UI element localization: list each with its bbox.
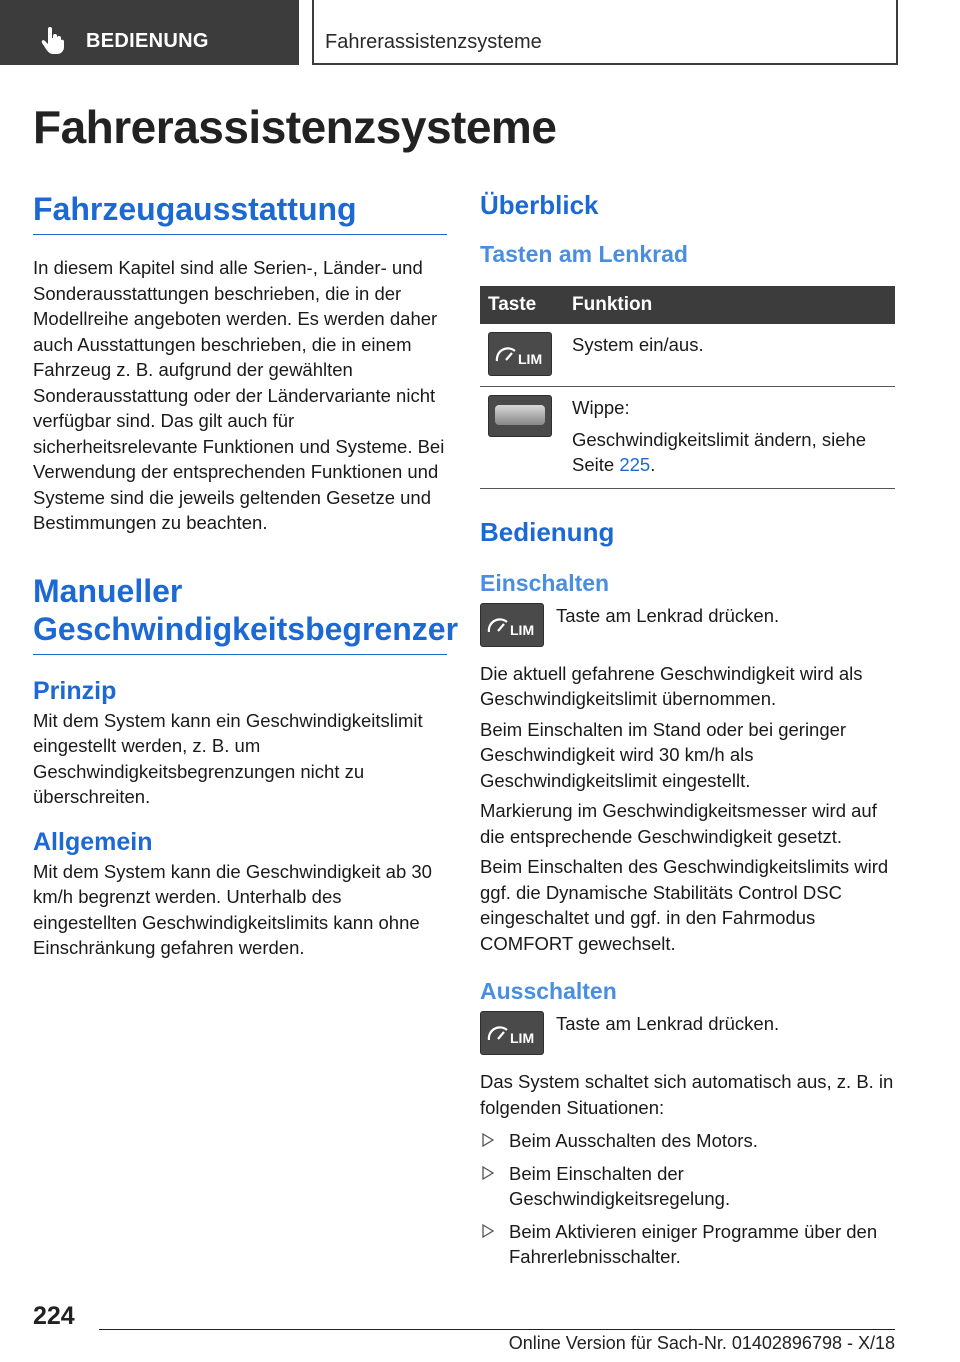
lim-button-icon	[480, 603, 544, 647]
heading-prinzip: Prinzip	[33, 676, 117, 705]
table-cell-function: System ein/aus.	[564, 324, 895, 387]
lim-button-icon	[488, 332, 552, 376]
heading-fahrzeugausstattung: Fahrzeugausstattung	[33, 190, 447, 235]
header-chapter-label: Fahrerassistenzsysteme	[325, 31, 542, 53]
heading-einschalten: Einschalten	[480, 569, 610, 596]
rocker-switch-icon	[488, 395, 552, 437]
triangle-bullet-icon	[482, 1166, 494, 1180]
table-header-funktion: Funktion	[564, 286, 895, 324]
buttons-table	[480, 286, 895, 489]
ausschalten-list	[480, 1128, 895, 1270]
svg-text:LIM: LIM	[510, 621, 535, 638]
page-number: 224	[33, 1302, 75, 1330]
svg-text:LIM: LIM	[518, 351, 543, 367]
prinzip-text: Mit dem System kann ein Geschwindigkeitslimit eingestellt werden, z. B. um Geschwindigkeitsbegrenzungen nicht zu überschreiten.	[33, 709, 423, 807]
left-column	[33, 190, 459, 961]
table-row: Wippe: Geschwindigkeitslimit ändern, siehe Seite 225.	[480, 387, 895, 489]
header-section-tab	[0, 0, 299, 65]
triangle-bullet-icon	[482, 1224, 494, 1238]
heading-bedienung: Bedienung	[480, 516, 615, 547]
einschalten-text-4: Beim Einschalten des Geschwindigkeitslimits wird ggf. die Dynamische Stabilitäts Control DSC eingeschaltet und ggf. in den Fahrmodus COMFORT gewechselt.	[480, 856, 889, 954]
page-title: Fahrerassistenzsysteme	[33, 101, 557, 153]
heading-ausschalten: Ausschalten	[480, 978, 617, 1004]
header-section-label: BEDIENUNG	[86, 30, 209, 52]
heading-tasten-am-lenkrad: Tasten am Lenkrad	[480, 241, 688, 267]
heading-allgemein: Allgemein	[33, 827, 153, 856]
heading-ueberblick: Überblick	[480, 190, 599, 220]
hand-pointer-icon	[41, 27, 65, 55]
svg-text:LIM: LIM	[510, 1030, 535, 1046]
footer-divider	[99, 1329, 895, 1330]
rocker-label: Wippe:	[572, 397, 630, 418]
footer-text: Online Version für Sach-Nr. 01402896798 - X/18	[508, 1333, 895, 1353]
allgemein-text: Mit dem System kann die Geschwindigkeit ab 30 km/h begrenzt werden. Unterhalb des eingestellten Geschwindigkeitslimits kann ohne Einschränkung gefahren werden.	[33, 860, 432, 958]
einschalten-action: Taste am Lenkrad drücken.	[556, 604, 780, 626]
table-header-row	[480, 286, 895, 324]
einschalten-text-1: Die aktuell gefahrene Geschwindigkeit wird als Geschwindigkeitslimit übernommen.	[480, 662, 863, 709]
list-item: Beim Einschalten der Geschwindigkeitsregelung.	[480, 1161, 895, 1212]
einschalten-text-2: Beim Einschalten im Stand oder bei geringer Geschwindigkeit wird 30 km/h als Geschwindigkeitslimit eingestellt.	[480, 718, 847, 791]
rocker-description: Geschwindigkeitslimit ändern, siehe Seite	[572, 428, 867, 475]
fahrzeugausstattung-text: In diesem Kapitel sind alle Serien-, Länder- und Sonderausstattungen beschrieben, die in der Modellreihe angeboten werden. Es werden daher auch Ausstattungen beschrieben, die in einem Fahrzeug z. B. aufgrund der gewählten Sonderausstattung oder der Ländervariante nicht verfügbar sind. Das gilt auch für sicherheitsrelevante Funktionen und Systeme. Bei Verwendung der entsprechenden Funktionen und Systeme sind die jeweils geltenden Gesetze und Bestimmungen zu beachten.	[33, 257, 445, 533]
ausschalten-action: Taste am Lenkrad drücken.	[556, 1013, 780, 1034]
page-link-225[interactable]: 225	[619, 454, 651, 475]
table-header-taste: Taste	[480, 286, 564, 324]
list-item: Beim Aktivieren einiger Programme über den Fahrerlebnisschalter.	[480, 1219, 895, 1270]
heading-manueller-begrenzer: Manueller Geschwindigkeitsbegrenzer	[33, 572, 447, 655]
triangle-bullet-icon	[482, 1133, 494, 1147]
einschalten-text-3: Markierung im Geschwindigkeitsmesser wird auf die entsprechende Geschwindigkeit gesetzt.	[480, 800, 877, 847]
table-row	[480, 324, 895, 387]
list-item: Beim Ausschalten des Motors.	[480, 1128, 895, 1154]
ausschalten-text: Das System schaltet sich automatisch aus, z. B. in folgenden Situationen:	[480, 1071, 894, 1118]
right-column	[480, 190, 895, 1277]
lim-button-icon	[480, 1011, 544, 1055]
